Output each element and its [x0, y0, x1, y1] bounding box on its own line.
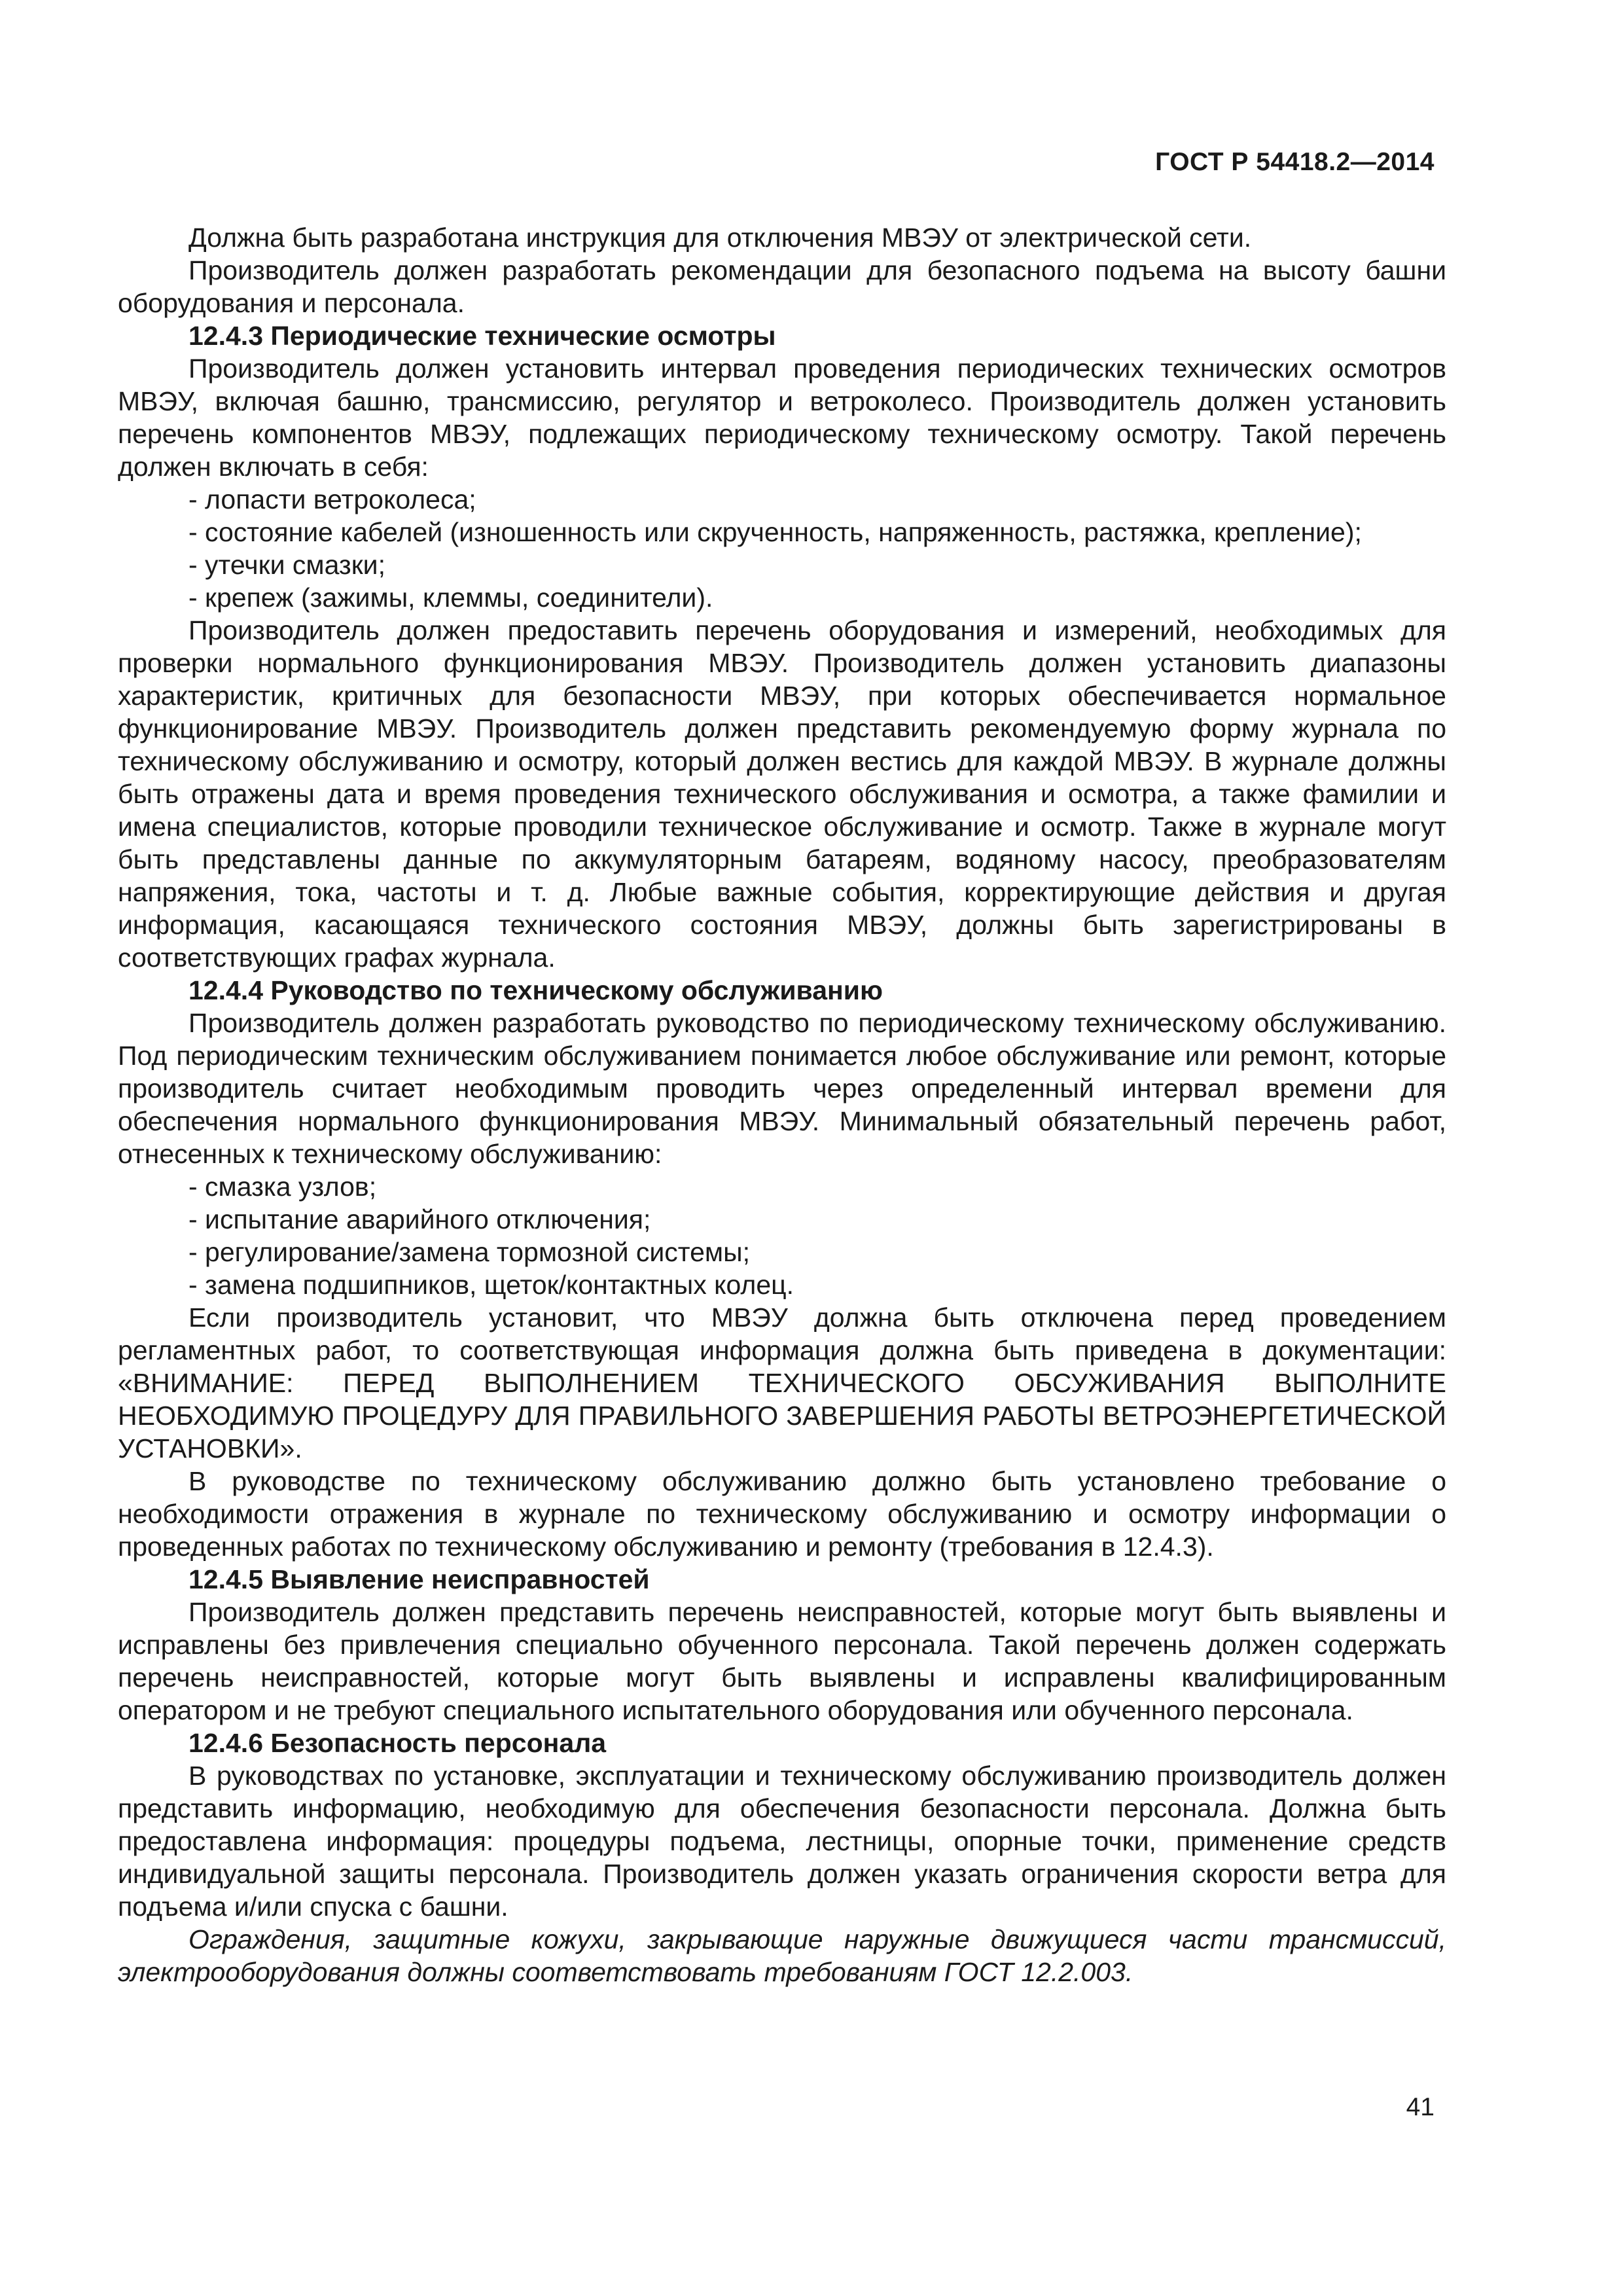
- paragraph: В руководстве по техническому обслуживанию должно быть установлено требование о необходимости отражения в журнале по техническому обслуживанию и осмотру информации о проведенных работах по техническому обслуживанию и ремонту (требования в 12.4.3).: [118, 1466, 1446, 1562]
- document-header: ГОСТ Р 54418.2—2014: [1155, 148, 1435, 176]
- paragraph: Производитель должен разработать руководство по периодическому техническому обслуживанию. Под периодическим техническим обслуживанием понимается любое обслуживание или ремонт, которые производитель считает необходимым проводить через определенный интервал времени для обеспечения нормального функционирования МВЭУ. Минимальный обязательный перечень работ, отнесенных к техническому обслуживанию:: [118, 1008, 1446, 1169]
- paragraph: Производитель должен предоставить перечень оборудования и измерений, необходимых для проверки нормального функционирования МВЭУ. Производитель должен установить диапазоны характеристик, критичных для безопасности МВЭУ, при которых обеспечивается нормальное функционирование МВЭУ. Производитель должен представить рекомендуемую форму журнала по техническому обслуживанию и осмотру, который должен вестись для каждой МВЭУ. В журнале должны быть отражены дата и время проведения технического обслуживания и осмотра, а также фамилии и имена специалистов, которые проводили техническое обслуживание и осмотр. Также в журнале могут быть представлены данные по аккумуляторным батареям, водяному насосу, преобразователям напряжения, тока, частоты и т. д. Любые важные события, корректирующие действия и другая информация, касающаяся технического состояния МВЭУ, должны быть зарегистрированы в соответствующих графах журнала.: [118, 615, 1446, 973]
- list-item: - состояние кабелей (изношенность или скрученность, напряженность, растяжка, крепление);: [188, 517, 1362, 547]
- italic-note: Ограждения, защитные кожухи, закрывающие наружные движущиеся части трансмиссий, электрооборудования должны соответствовать требованиям ГОСТ 12.2.003.: [118, 1924, 1446, 1987]
- list-item: - замена подшипников, щеток/контактных колец.: [188, 1270, 794, 1300]
- paragraph: Производитель должен установить интервал проведения периодических технических осмотров МВЭУ, включая башню, трансмиссию, регулятор и ветроколесо. Производитель должен установить перечень компонентов МВЭУ, подлежащих периодическому техническому осмотру. Такой перечень должен включать в себя:: [118, 353, 1446, 482]
- section-heading-12-4-5: 12.4.5 Выявление неисправностей: [188, 1564, 650, 1594]
- section-heading-12-4-6: 12.4.6 Безопасность персонала: [188, 1728, 607, 1758]
- list-item: - крепеж (зажимы, клеммы, соединители).: [188, 583, 713, 613]
- list-item: - смазка узлов;: [188, 1172, 377, 1202]
- paragraph: В руководствах по установке, эксплуатации и техническому обслуживанию производитель должен представить информацию, необходимую для обеспечения безопасности персонала. Должна быть предоставлена информация: процедуры подъема, лестницы, опорные точки, применение средств индивидуальной защиты персонала. Производитель должен указать ограничения скорости ветра для подъема и/или спуска с башни.: [118, 1761, 1446, 1922]
- paragraph: Если производитель установит, что МВЭУ должна быть отключена перед проведением регламентных работ, то соответствующая информация должна быть приведена в документации: «ВНИМАНИЕ: ПЕРЕД ВЫПОЛНЕНИЕМ ТЕХНИЧЕСКОГО ОБСУЖИВАНИЯ ВЫПОЛНИТЕ НЕОБХОДИМУЮ ПРОЦЕДУРУ ДЛЯ ПРАВИЛЬНОГО ЗАВЕРШЕНИЯ РАБОТЫ ВЕТРОЭНЕРГЕТИЧЕСКОЙ УСТАНОВКИ».: [118, 1302, 1446, 1463]
- maintenance-list: [118, 1170, 1446, 1301]
- paragraph: Производитель должен разработать рекомендации для безопасного подъема на высоту башни оборудования и персонала.: [118, 255, 1446, 318]
- paragraph: Должна быть разработана инструкция для отключения МВЭУ от электрической сети.: [188, 223, 1252, 253]
- document-body: [118, 221, 1446, 1988]
- paragraph: Производитель должен представить перечень неисправностей, которые могут быть выявлены и исправлены без привлечения специально обученного персонала. Такой перечень должен содержать перечень неисправностей, которые могут быть выявлены и исправлены квалифицированным оператором и не требуют специального испытательного оборудования или обученного персонала.: [118, 1597, 1446, 1725]
- section-heading-12-4-4: 12.4.4 Руководство по техническому обслуживанию: [188, 975, 883, 1005]
- list-item: - утечки смазки;: [188, 550, 385, 580]
- page-number: 41: [1406, 2093, 1435, 2121]
- list-item: - регулирование/замена тормозной системы;: [188, 1237, 750, 1267]
- inspection-list: [118, 483, 1446, 614]
- section-heading-12-4-3: 12.4.3 Периодические технические осмотры: [188, 321, 776, 351]
- list-item: - испытание аварийного отключения;: [188, 1204, 651, 1234]
- list-item: - лопасти ветроколеса;: [188, 484, 476, 514]
